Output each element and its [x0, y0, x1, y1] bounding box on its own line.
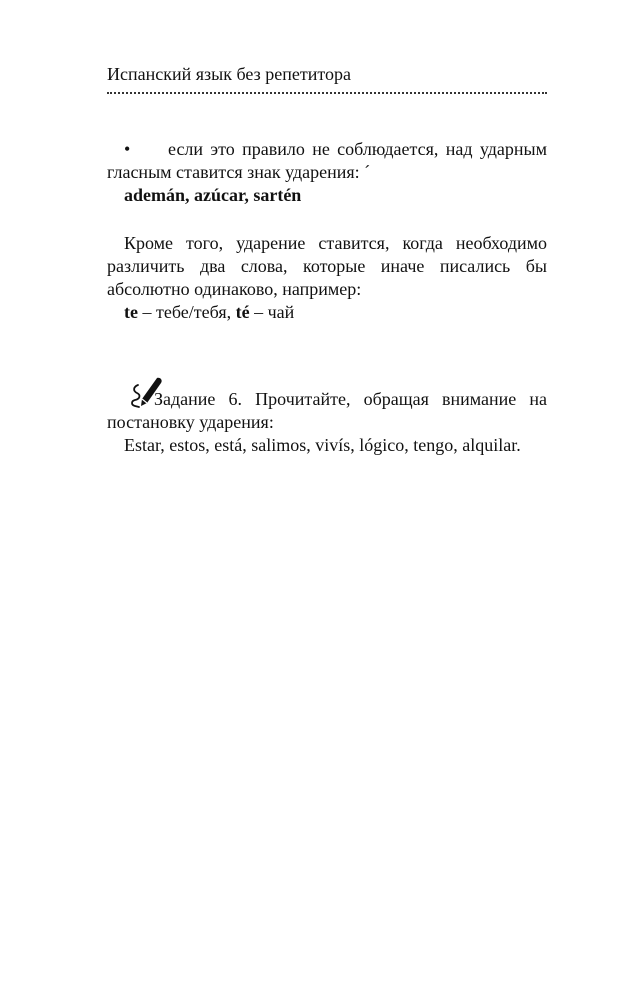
paragraph-text: Кроме того, ударение ставится, когда необходимо различить два слова, которые иначе писались бы абсолютно одинаково, например:: [107, 233, 547, 299]
bullet-item: [107, 138, 547, 207]
task-words: Estar, estos, está, salimos, vivís, lógico, tengo, alquilar.: [124, 435, 521, 455]
task-6: [107, 377, 547, 457]
accent-examples: ademán, azúcar, sartén: [124, 185, 302, 205]
running-head: Испанский язык без репетитора: [107, 64, 351, 84]
example-gloss-te: – тебе/тебя,: [137, 302, 236, 322]
example-pair: [107, 301, 547, 324]
pen-icon: [118, 377, 152, 411]
example-word-te: te: [124, 302, 138, 322]
example-gloss-tea: – чай: [249, 302, 295, 322]
task-instruction: Задание 6. Прочитайте, обращая внимание на постановку ударения:: [107, 389, 547, 432]
example-word-te-accent: té: [235, 302, 250, 322]
bullet-rule-text: если это правило не соблюдается, над ударным гласным ставится знак ударения: ´: [107, 139, 547, 182]
header-divider: [107, 92, 547, 94]
bullet-text: [107, 138, 547, 184]
paragraph-distinction: [107, 232, 547, 324]
bullet-mark: •: [124, 139, 131, 159]
task-instruction-line: [107, 377, 547, 434]
